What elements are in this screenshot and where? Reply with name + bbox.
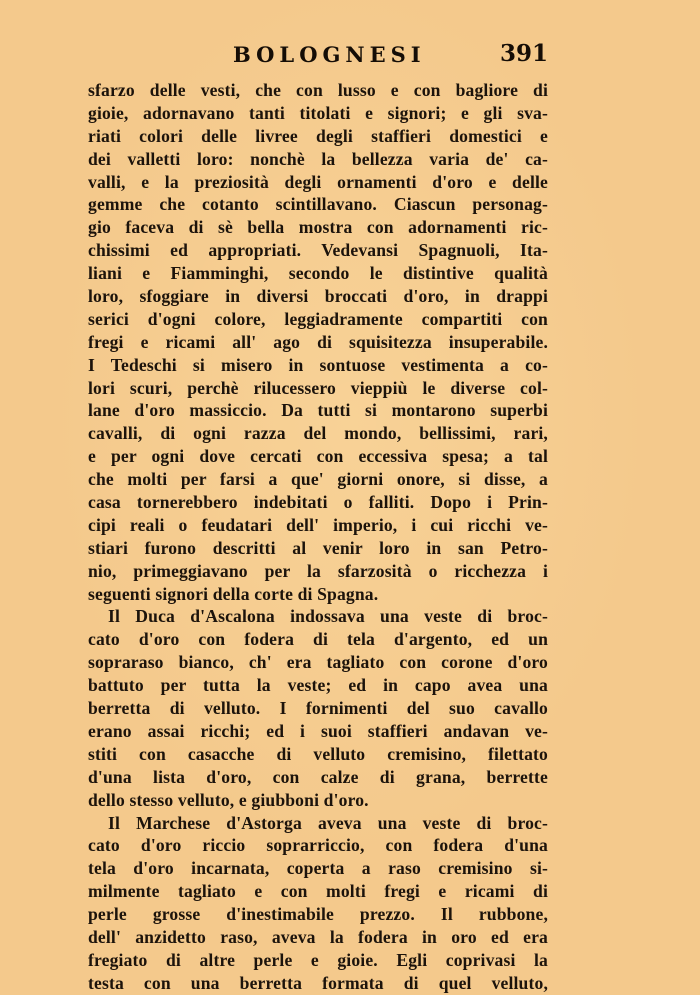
body-text bbox=[88, 79, 548, 995]
text-line: perle grosse d'inestimabile prezzo. Il rubbone, bbox=[88, 904, 548, 925]
text-line: e per ogni dove cercati con eccessiva spesa; a tal bbox=[88, 446, 548, 467]
text-line: che molti per farsi a que' giorni onore, si disse, a bbox=[88, 469, 548, 490]
text-line: testa con una berretta formata di quel velluto, bbox=[88, 972, 548, 993]
text-line: gioie, adornavano tanti titolati e signori; e gli sva- bbox=[88, 102, 548, 123]
text-line: gemme che cotanto scintillavano. Ciascun personag- bbox=[88, 194, 548, 215]
text-line: loro, sfoggiare in diversi broccati d'oro, in drappi bbox=[88, 286, 548, 307]
paragraph-end-line: seguenti signori della corte di Spagna. bbox=[88, 583, 379, 604]
text-line: chissimi ed appropriati. Vedevansi Spagnuoli, Ita- bbox=[88, 240, 548, 261]
text-line: liani e Fiamminghi, secondo le distintive qualità bbox=[88, 263, 548, 284]
text-line: cato d'oro con fodera di tela d'argento, ed un bbox=[88, 629, 548, 650]
text-line: I Tedeschi si misero in sontuose vestimenta a co- bbox=[88, 354, 548, 375]
running-title: BOLOGNESI bbox=[233, 42, 426, 67]
text-line: tela d'oro incarnata, coperta a raso cremisino si- bbox=[88, 858, 548, 879]
text-line: dei valletti loro: nonchè la bellezza varia de' ca- bbox=[88, 148, 548, 169]
text-line: valli, e la preziosità degli ornamenti d'oro e delle bbox=[88, 171, 548, 192]
text-line: milmente tagliato e con molti fregi e ricami di bbox=[88, 881, 548, 902]
text-line: gio faceva di sè bella mostra con adornamenti ric- bbox=[88, 217, 548, 238]
paragraph-end-line: dello stesso velluto, e giubboni d'oro. bbox=[88, 789, 369, 810]
text-line: sfarzo delle vesti, che con lusso e con bagliore di bbox=[88, 80, 548, 100]
text-line: battuto per tutta la veste; ed in capo avea una bbox=[88, 675, 548, 696]
text-line: d'una lista d'oro, con calze di grana, berrette bbox=[88, 766, 548, 787]
text-line: lane d'oro massiccio. Da tutti si montarono superbi bbox=[88, 400, 548, 421]
paragraph-start-line: Il Marchese d'Astorga aveva una veste di broc- bbox=[108, 812, 548, 833]
text-line: lori scuri, perchè rilucessero vieppiù le diverse col- bbox=[88, 377, 548, 398]
text-line: serici d'ogni colore, leggiadramente compartiti con bbox=[88, 308, 548, 329]
text-line: stiti con casacche di velluto cremisino, filettato bbox=[88, 743, 548, 764]
text-line: dell' anzidetto raso, aveva la fodera in oro ed era bbox=[88, 926, 548, 947]
text-line: stiari furono descritti al venir loro in san Petro- bbox=[88, 537, 548, 558]
text-line: nio, primeggiavano per la sfarzosità o ricchezza i bbox=[88, 560, 548, 581]
text-line: sopraraso bianco, ch' era tagliato con corone d'oro bbox=[88, 652, 548, 673]
text-line: berretta di velluto. I fornimenti del suo cavallo bbox=[88, 698, 548, 719]
text-line: casa tornerebbero indebitati o falliti. Dopo i Prin- bbox=[88, 492, 548, 513]
paragraph-start-line: Il Duca d'Ascalona indossava una veste di broc- bbox=[108, 606, 548, 627]
text-line: erano assai ricchi; ed i suoi staffieri andavan ve- bbox=[88, 720, 548, 741]
text-line: cato d'oro riccio soprarriccio, con fodera d'una bbox=[88, 835, 548, 856]
page-header bbox=[88, 40, 548, 72]
text-line: cavalli, di ogni razza del mondo, bellissimi, rari, bbox=[88, 423, 548, 444]
text-line: cipi reali o feudatari dell' imperio, i cui ricchi ve- bbox=[88, 514, 548, 535]
text-line: riati colori delle livree degli staffieri domestici e bbox=[88, 125, 548, 146]
text-line: fregi e ricami all' ago di squisitezza insuperabile. bbox=[88, 331, 548, 352]
text-line: fregiato di altre perle e gioie. Egli coprivasi la bbox=[88, 949, 548, 970]
page-number: 391 bbox=[499, 40, 548, 67]
